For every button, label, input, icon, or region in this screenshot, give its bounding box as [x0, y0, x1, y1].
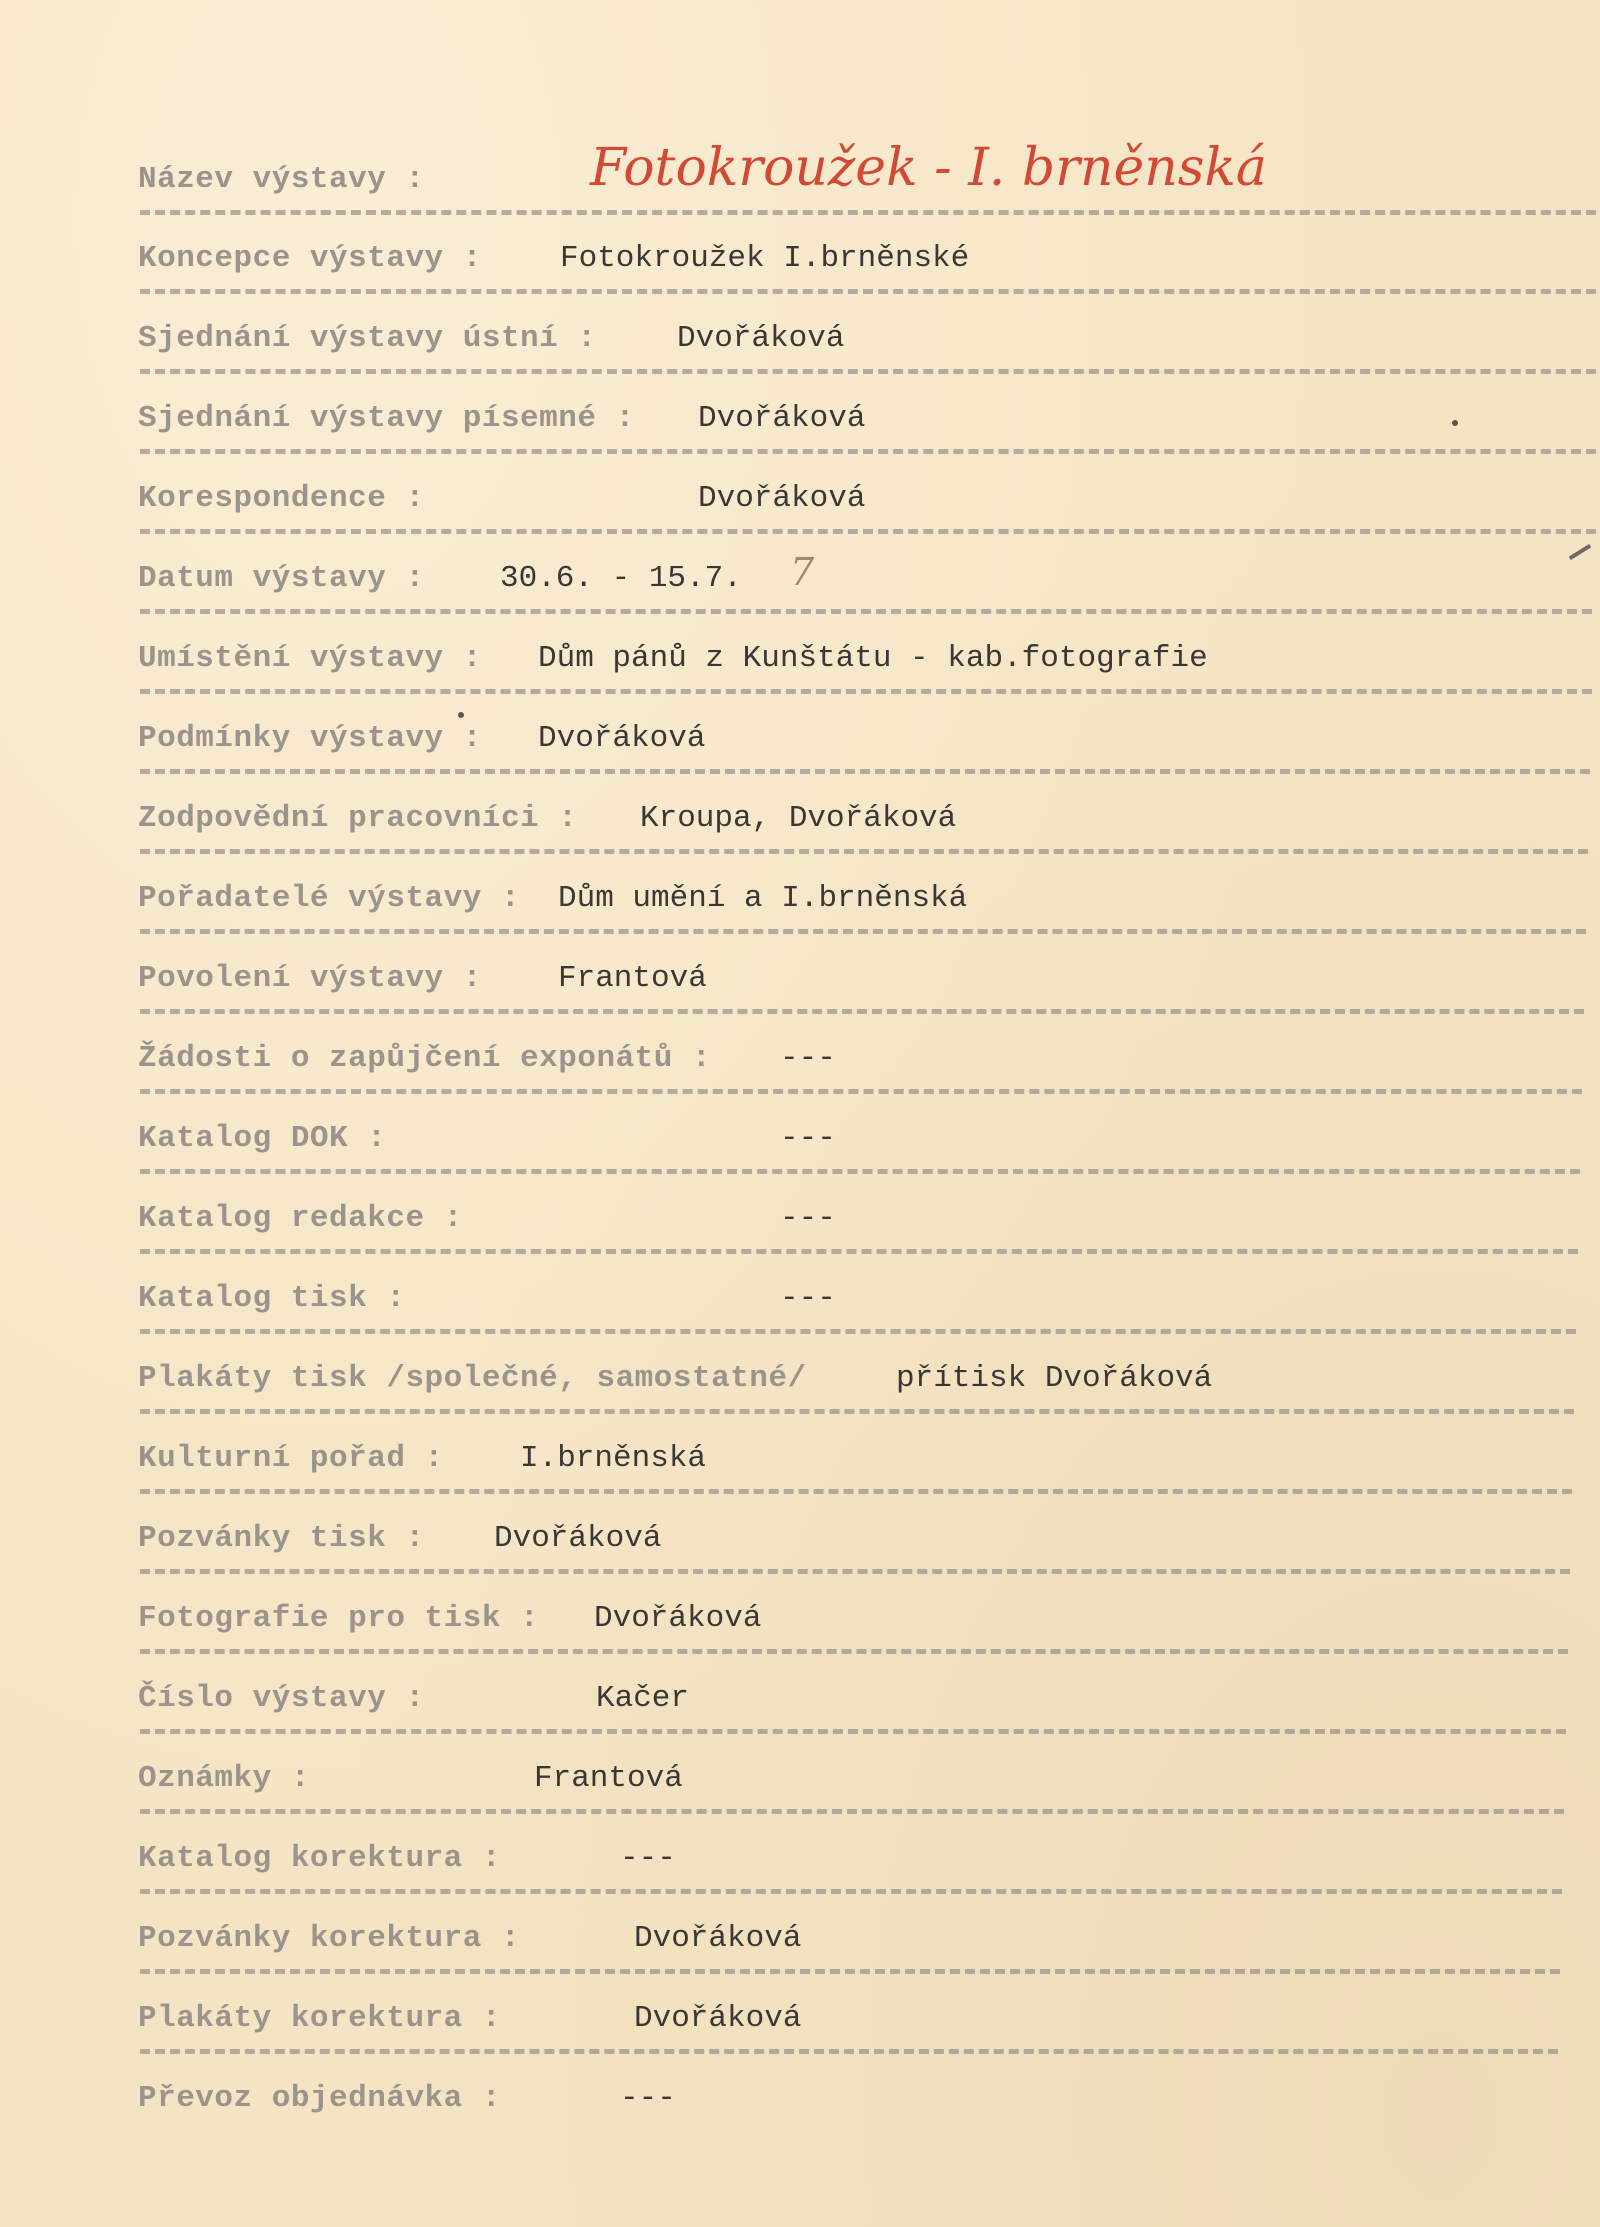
row-label: Katalog redakce : — [138, 1201, 463, 1236]
dotted-rule — [140, 1169, 1580, 1174]
row-label: Pozvánky tisk : — [138, 1521, 425, 1556]
row-value: Dvořáková — [494, 1521, 662, 1556]
handwritten-title: Fotokroužek - I. brněnská — [590, 138, 1267, 198]
row-value: 30.6. - 15.7. — [500, 561, 742, 596]
form-row-pozvanky-korektura — [0, 1917, 1600, 1997]
row-label: Podmínky výstavy : — [138, 721, 482, 756]
handwritten-date-note: 7 — [790, 550, 815, 594]
row-label: Katalog tisk : — [138, 1281, 406, 1316]
dotted-rule — [140, 1489, 1572, 1494]
row-label: Plakáty tisk /společné, samostatné/ — [138, 1361, 807, 1396]
form-row-zodpovedni — [0, 797, 1600, 877]
form-row-sjednani-pisemne — [0, 397, 1600, 477]
form-row-plakaty-korektura — [0, 1997, 1600, 2077]
row-label: Umístění výstavy : — [138, 641, 482, 676]
form-row-katalog-korektura — [0, 1837, 1600, 1917]
form-row-nazev — [0, 158, 1600, 238]
row-value: Kroupa, Dvořáková — [640, 801, 957, 836]
form-row-katalog-tisk — [0, 1277, 1600, 1357]
form-row-katalog-dok — [0, 1117, 1600, 1197]
row-value: Dvořáková — [677, 321, 845, 356]
row-value: Dvořáková — [538, 721, 706, 756]
dotted-rule — [140, 210, 1596, 215]
row-label: Korespondence : — [138, 481, 425, 516]
row-value: --- — [620, 2081, 676, 2116]
row-value: --- — [780, 1201, 836, 1236]
form-row-korespondence — [0, 477, 1600, 557]
dotted-rule — [140, 529, 1596, 534]
form-row-povoleni — [0, 957, 1600, 1037]
form-row-fotografie — [0, 1597, 1600, 1677]
dotted-rule — [140, 2049, 1558, 2054]
dotted-rule — [140, 1089, 1582, 1094]
row-label: Sjednání výstavy ústní : — [138, 321, 597, 356]
row-label: Oznámky : — [138, 1761, 310, 1796]
row-label: Název výstavy : — [138, 162, 425, 197]
row-value: Dvořáková — [594, 1601, 762, 1636]
dotted-rule — [140, 689, 1592, 694]
row-value: Kačer — [596, 1681, 690, 1716]
row-value: --- — [780, 1121, 836, 1156]
row-value: přítisk Dvořáková — [896, 1361, 1213, 1396]
row-value: Dvořáková — [698, 401, 866, 436]
row-label: Koncepce výstavy : — [138, 241, 482, 276]
form-row-katalog-redakce — [0, 1197, 1600, 1277]
row-value: Dvořáková — [698, 481, 866, 516]
row-label: Pozvánky korektura : — [138, 1921, 521, 1956]
row-label: Katalog korektura : — [138, 1841, 501, 1876]
dotted-rule — [140, 1969, 1560, 1974]
row-label: Datum výstavy : — [138, 561, 425, 596]
dotted-rule — [140, 1409, 1574, 1414]
form-row-poradatele — [0, 877, 1600, 957]
dotted-rule — [140, 1729, 1566, 1734]
row-value: Dvořáková — [634, 2001, 802, 2036]
row-value: Dvořáková — [634, 1921, 802, 1956]
dotted-rule — [140, 1009, 1584, 1014]
dotted-rule — [140, 1569, 1570, 1574]
row-value: --- — [780, 1041, 836, 1076]
row-label: Převoz objednávka : — [138, 2081, 501, 2116]
dotted-rule — [140, 769, 1590, 774]
row-label: Sjednání výstavy písemné : — [138, 401, 635, 436]
form-row-kulturni-porad — [0, 1437, 1600, 1517]
row-label: Žádosti o zapůjčení exponátů : — [138, 1041, 712, 1076]
row-value: --- — [780, 1281, 836, 1316]
dotted-rule — [140, 1329, 1576, 1334]
row-label: Zodpovědní pracovníci : — [138, 801, 578, 836]
dotted-rule — [140, 449, 1596, 454]
row-value: Dům umění a I.brněnská — [558, 881, 968, 916]
row-label: Číslo výstavy : — [138, 1681, 425, 1716]
dotted-rule — [140, 369, 1596, 374]
row-value: Frantová — [558, 961, 707, 996]
row-label: Plakáty korektura : — [138, 2001, 501, 2036]
row-label: Fotografie pro tisk : — [138, 1601, 540, 1636]
form-row-datum — [0, 557, 1600, 637]
form-row-oznamky — [0, 1757, 1600, 1837]
form-row-zadosti — [0, 1037, 1600, 1117]
form-row-cislo — [0, 1677, 1600, 1757]
form-row-umisteni — [0, 637, 1600, 717]
row-label: Katalog DOK : — [138, 1121, 387, 1156]
dotted-rule — [140, 1249, 1578, 1254]
form-row-prevoz — [0, 2077, 1600, 2157]
dotted-rule — [140, 849, 1588, 854]
row-label: Pořadatelé výstavy : — [138, 881, 521, 916]
row-value: Fotokroužek I.brněnské — [560, 241, 970, 276]
row-value: I.brněnská — [520, 1441, 707, 1476]
row-label: Kulturní pořad : — [138, 1441, 444, 1476]
form-row-sjednani-ustni — [0, 317, 1600, 397]
dotted-rule — [140, 1809, 1564, 1814]
row-label: Povolení výstavy : — [138, 961, 482, 996]
dotted-rule — [140, 609, 1592, 614]
row-value: Frantová — [534, 1761, 683, 1796]
form-row-podminky — [0, 717, 1600, 797]
dotted-rule — [140, 1649, 1568, 1654]
row-value: --- — [620, 1841, 676, 1876]
form-row-pozvanky-tisk — [0, 1517, 1600, 1597]
form-row-koncepce — [0, 237, 1600, 317]
dotted-rule — [140, 289, 1596, 294]
row-value: Dům pánů z Kunštátu - kab.fotografie — [538, 641, 1208, 676]
form-row-plakaty-tisk — [0, 1357, 1600, 1437]
dotted-rule — [140, 929, 1586, 934]
dotted-rule — [140, 1889, 1562, 1894]
